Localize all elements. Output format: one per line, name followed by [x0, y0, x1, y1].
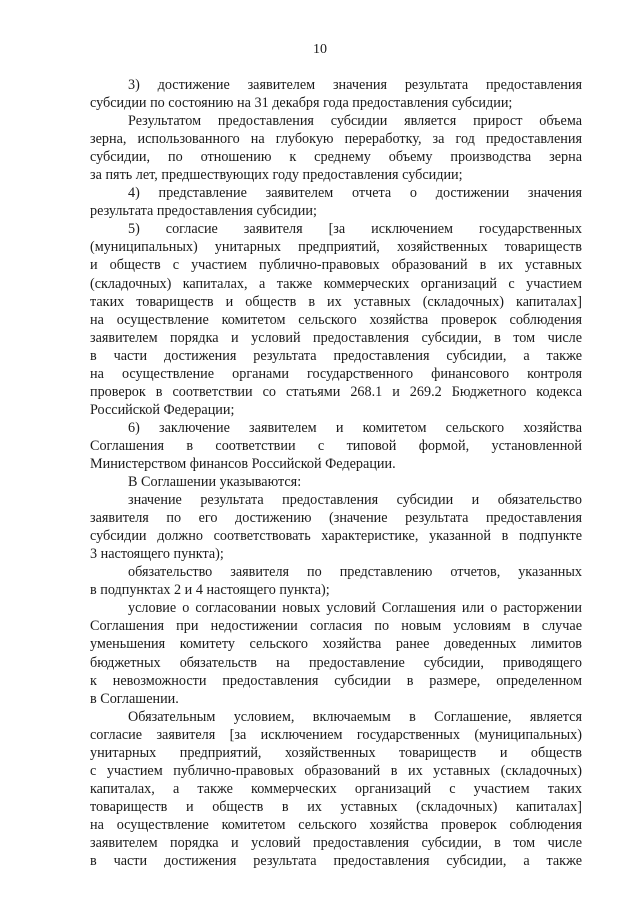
text-line: согласие заявителя [за исключением государственных (муниципальных)	[90, 726, 582, 743]
text-line: таких товариществ и обществ в их уставных (складочных) капиталах]	[90, 293, 582, 310]
text-line: унитарных предприятий, хозяйственных товариществ и обществ	[90, 744, 582, 761]
text-line: заявителем порядка и условий предоставления субсидии, в том числе	[90, 329, 582, 346]
text-line: зерна, использованного на глубокую переработку, за год предоставления	[90, 131, 582, 148]
text-line: с участием публично-правовых образований в их уставных (складочных)	[90, 762, 582, 779]
text-line: В Соглашении указываются:	[128, 474, 302, 491]
text-line: заявителя по его достижению (значение результата предоставления	[90, 510, 582, 527]
text-line: на осуществление комитетом сельского хозяйства проверок соблюдения	[90, 311, 582, 328]
text-line: Соглашения в соответствии с типовой формой, установленной	[90, 437, 582, 454]
text-line: субсидии должно соответствовать характеристике, указанной в подпункте	[90, 528, 582, 545]
text-line: 6) заключение заявителем и комитетом сельского хозяйства	[128, 419, 582, 436]
text-line: в части достижения результата предоставления субсидии, а также	[90, 347, 582, 364]
text-line: результата предоставления субсидии;	[90, 203, 317, 220]
text-line: бюджетных обязательств на предоставление субсидии, приводящего	[90, 654, 582, 671]
text-line: и обществ с участием публично-правовых образований в их уставных	[90, 257, 582, 274]
text-line: к невозможности предоставления субсидии в размере, определенном	[90, 672, 582, 689]
text-line: в части достижения результата предоставления субсидии, а также	[90, 853, 582, 870]
text-line: условие о согласовании новых условий Соглашения или о расторжении	[128, 600, 582, 617]
text-line: Результатом предоставления субсидии является прирост объема	[128, 113, 582, 130]
text-line: значение результата предоставления субсидии и обязательство	[128, 492, 582, 509]
text-line: обязательство заявителя по представлению отчетов, указанных	[128, 564, 582, 581]
text-line: на осуществление комитетом сельского хозяйства проверок соблюдения	[90, 816, 582, 833]
text-line: субсидии по состоянию на 31 декабря года предоставления субсидии;	[90, 95, 513, 112]
text-line: товариществ и обществ в их уставных (складочных) капиталах]	[90, 798, 582, 815]
text-line: заявителем порядка и условий предоставления субсидии, в том числе	[90, 834, 582, 851]
text-line: уменьшения комитету сельского хозяйства ранее доведенных лимитов	[90, 636, 582, 653]
text-line: за пять лет, предшествующих году предоставления субсидии;	[90, 167, 463, 184]
text-line: проверок в соответствии со статьями 268.1 и 269.2 Бюджетного кодекса	[90, 383, 582, 400]
text-line: Обязательным условием, включаемым в Соглашение, является	[128, 708, 582, 725]
text-line: (муниципальных) унитарных предприятий, хозяйственных товариществ	[90, 239, 582, 256]
document-body	[90, 76, 582, 870]
text-line: субсидии, по отношению к среднему объему производства зерна	[90, 149, 582, 166]
page-number: 10	[313, 42, 327, 57]
text-line: на осуществление органами государственного финансового контроля	[90, 365, 582, 382]
text-line: капиталах, а также коммерческих организаций с участием таких	[90, 780, 582, 797]
text-line: Российской Федерации;	[90, 401, 235, 418]
text-line: 3) достижение заявителем значения результата предоставления	[128, 77, 582, 93]
text-line: в Соглашении.	[90, 690, 179, 707]
text-line: 3 настоящего пункта);	[90, 546, 224, 563]
text-line: (складочных) капиталах, а также коммерческих организаций с участием	[90, 275, 582, 292]
text-line: Министерством финансов Российской Федерации.	[90, 455, 396, 472]
text-line: Соглашения при недостижении согласия по новым условиям в случае	[90, 618, 582, 635]
text-line: 4) представление заявителем отчета о достижении значения	[128, 185, 582, 202]
text-line: 5) согласие заявителя [за исключением государственных	[128, 221, 582, 238]
text-line: в подпунктах 2 и 4 настоящего пункта);	[90, 582, 330, 599]
